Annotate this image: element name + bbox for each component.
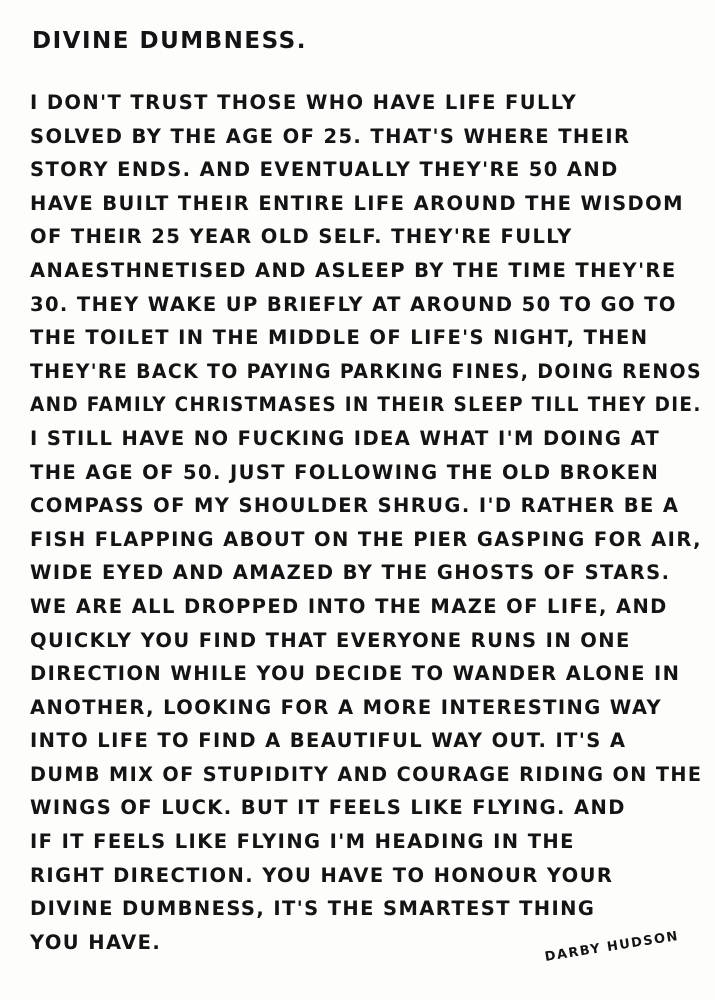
author-signature: DARBY HUDSON [543, 928, 681, 965]
note-line: ANAESTHNETISED AND ASLEEP BY THE TIME THEY'RE [30, 258, 677, 282]
note-line: THEY'RE BACK TO PAYING PARKING FINES, DOING RENOS [30, 359, 702, 383]
note-line: SOLVED BY THE AGE OF 25. THAT'S WHERE THEIR [30, 124, 631, 148]
note-line: DUMB MIX OF STUPIDITY AND COURAGE RIDING ON THE [30, 762, 703, 786]
note-line: ANOTHER, LOOKING FOR A MORE INTERESTING WAY [30, 695, 662, 719]
note-body [30, 86, 710, 959]
note-line: IF IT FEELS LIKE FLYING I'M HEADING IN THE [30, 830, 575, 854]
note-line: STORY ENDS. AND EVENTUALLY THEY'RE 50 AND [30, 158, 619, 182]
note-line: WE ARE ALL DROPPED INTO THE MAZE OF LIFE, AND [30, 594, 668, 618]
note-line: DIRECTION WHILE YOU DECIDE TO WANDER ALONE IN [30, 662, 681, 686]
note-line: FISH FLAPPING ABOUT ON THE PIER GASPING FOR AIR, [30, 527, 702, 551]
note-line: INTO LIFE TO FIND A BEAUTIFUL WAY OUT. IT'S A [30, 729, 627, 753]
note-line: HAVE BUILT THEIR ENTIRE LIFE AROUND THE WISDOM [30, 191, 684, 215]
page-title: DIVINE DUMBNESS. [32, 28, 307, 54]
note-line: RIGHT DIRECTION. YOU HAVE TO HONOUR YOUR [30, 863, 614, 887]
note-line: OF THEIR 25 YEAR OLD SELF. THEY'RE FULLY [30, 225, 573, 249]
note-line: COMPASS OF MY SHOULDER SHRUG. I'D RATHER BE A [30, 494, 680, 518]
note-line: DIVINE DUMBNESS, IT'S THE SMARTEST THING [30, 897, 596, 921]
note-line: THE AGE OF 50. JUST FOLLOWING THE OLD BROKEN [30, 460, 660, 484]
note-line: 30. THEY WAKE UP BRIEFLY AT AROUND 50 TO GO TO [30, 292, 677, 316]
note-line: I DON'T TRUST THOSE WHO HAVE LIFE FULLY [30, 91, 578, 114]
note-line: AND FAMILY CHRISTMASES IN THEIR SLEEP TILL THEY DIE. [30, 393, 702, 417]
note-line: WINGS OF LUCK. BUT IT FEELS LIKE FLYING. AND [30, 796, 626, 820]
note-line: QUICKLY YOU FIND THAT EVERYONE RUNS IN ONE [30, 628, 631, 652]
note-line: YOU HAVE. [30, 930, 162, 954]
note-line: THE TOILET IN THE MIDDLE OF LIFE'S NIGHT, THEN [30, 326, 649, 350]
note-line: WIDE EYED AND AMAZED BY THE GHOSTS OF STARS. [30, 561, 671, 585]
note-line: I STILL HAVE NO FUCKING IDEA WHAT I'M DOING AT [30, 426, 661, 450]
